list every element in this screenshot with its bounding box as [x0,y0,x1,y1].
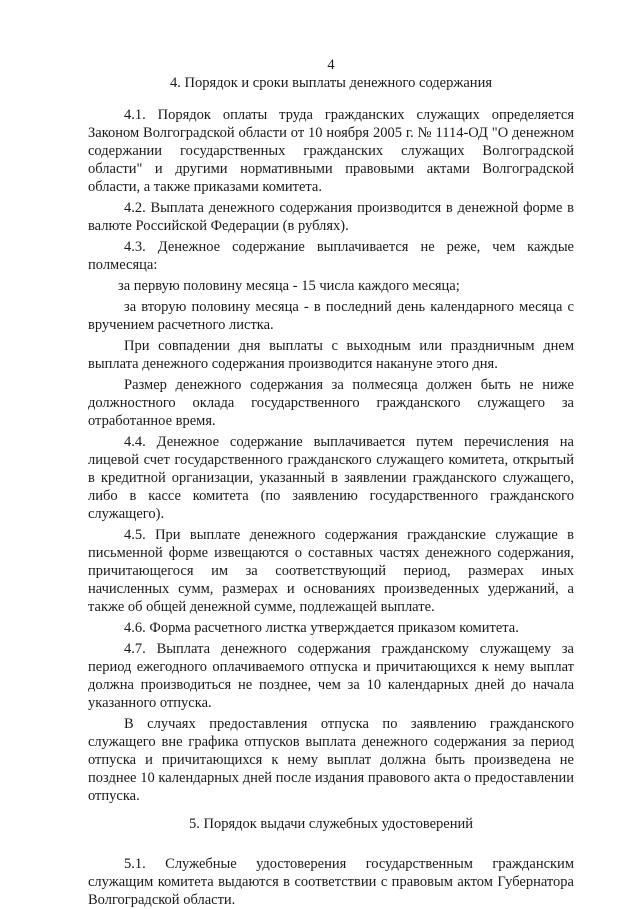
paragraph-4-1: 4.1. Порядок оплаты труда гражданских служащих определяется Законом Волгоградской области от 10 ноября 2005 г. № 1114-ОД "О денежном содержании государственных гражданских служащих Волгоградской области" и другими нормативными правовыми актами Волгоградской области, а также приказами комитета. [88,107,574,195]
paragraph-4-6: 4.6. Форма расчетного листка утверждается приказом комитета. [124,620,519,636]
paragraph-4-5: 4.5. При выплате денежного содержания гражданские служащие в письменной форме извещаются о составных частях денежного содержания, причитающегося им за соответствующий период, размерах иных начисленных сумм, размерах и основаниях произведенных удержаний, а также об общей денежной сумме, подлежащей выплате. [88,527,574,615]
section-5-heading: 5. Порядок выдачи служебных удостоверений [188,816,473,832]
paragraph-4-3: 4.3. Денежное содержание выплачивается не реже, чем каждые полмесяца: [88,239,574,273]
page-number: 4 [327,57,335,73]
paragraph-holiday-payment: При совпадении дня выплаты с выходным или праздничным днем выплата денежного содержания производится накануне этого дня. [88,338,574,372]
list-item-second-half: за вторую половину месяца - в последний день календарного месяца с вручением расчетного листка. [88,299,574,333]
paragraph-vacation-out-of-schedule: В случаях предоставления отпуска по заявлению гражданского служащего вне графика отпусков выплата денежного содержания за период отпуска и причитающихся к нему выплат должна быть произведена не позднее 10 календарных дней после издания правового акта о предоставлении отпуска. [88,716,574,804]
paragraph-4-2: 4.2. Выплата денежного содержания производится в денежной форме в валюте Российской Федерации (в рублях). [88,200,574,234]
list-item-first-half: за первую половину месяца - 15 числа каждого месяца; [118,278,460,294]
document-page [88,56,574,909]
section-4-heading: 4. Порядок и сроки выплаты денежного содержания [169,75,492,91]
paragraph-4-7: 4.7. Выплата денежного содержания гражданскому служащему за период ежегодного оплачиваемого отпуска и причитающихся к нему выплат должна производиться не позднее, чем за 10 календарных дней до начала указанного отпуска. [88,641,574,711]
paragraph-5-1: 5.1. Служебные удостоверения государственным гражданским служащим комитета выдаются в соответствии с правовым актом Губернатора Волгоградской области. [88,856,574,908]
paragraph-half-month-amount: Размер денежного содержания за полмесяца должен быть не ниже должностного оклада государственного гражданского служащего за отработанное время. [88,377,574,429]
paragraph-4-4: 4.4. Денежное содержание выплачивается путем перечисления на лицевой счет государственного гражданского служащего комитета, открытый в кредитной организации, указанный в заявлении гражданского служащего, либо в кассе комитета (по заявлению государственного гражданского служащего). [88,434,574,522]
